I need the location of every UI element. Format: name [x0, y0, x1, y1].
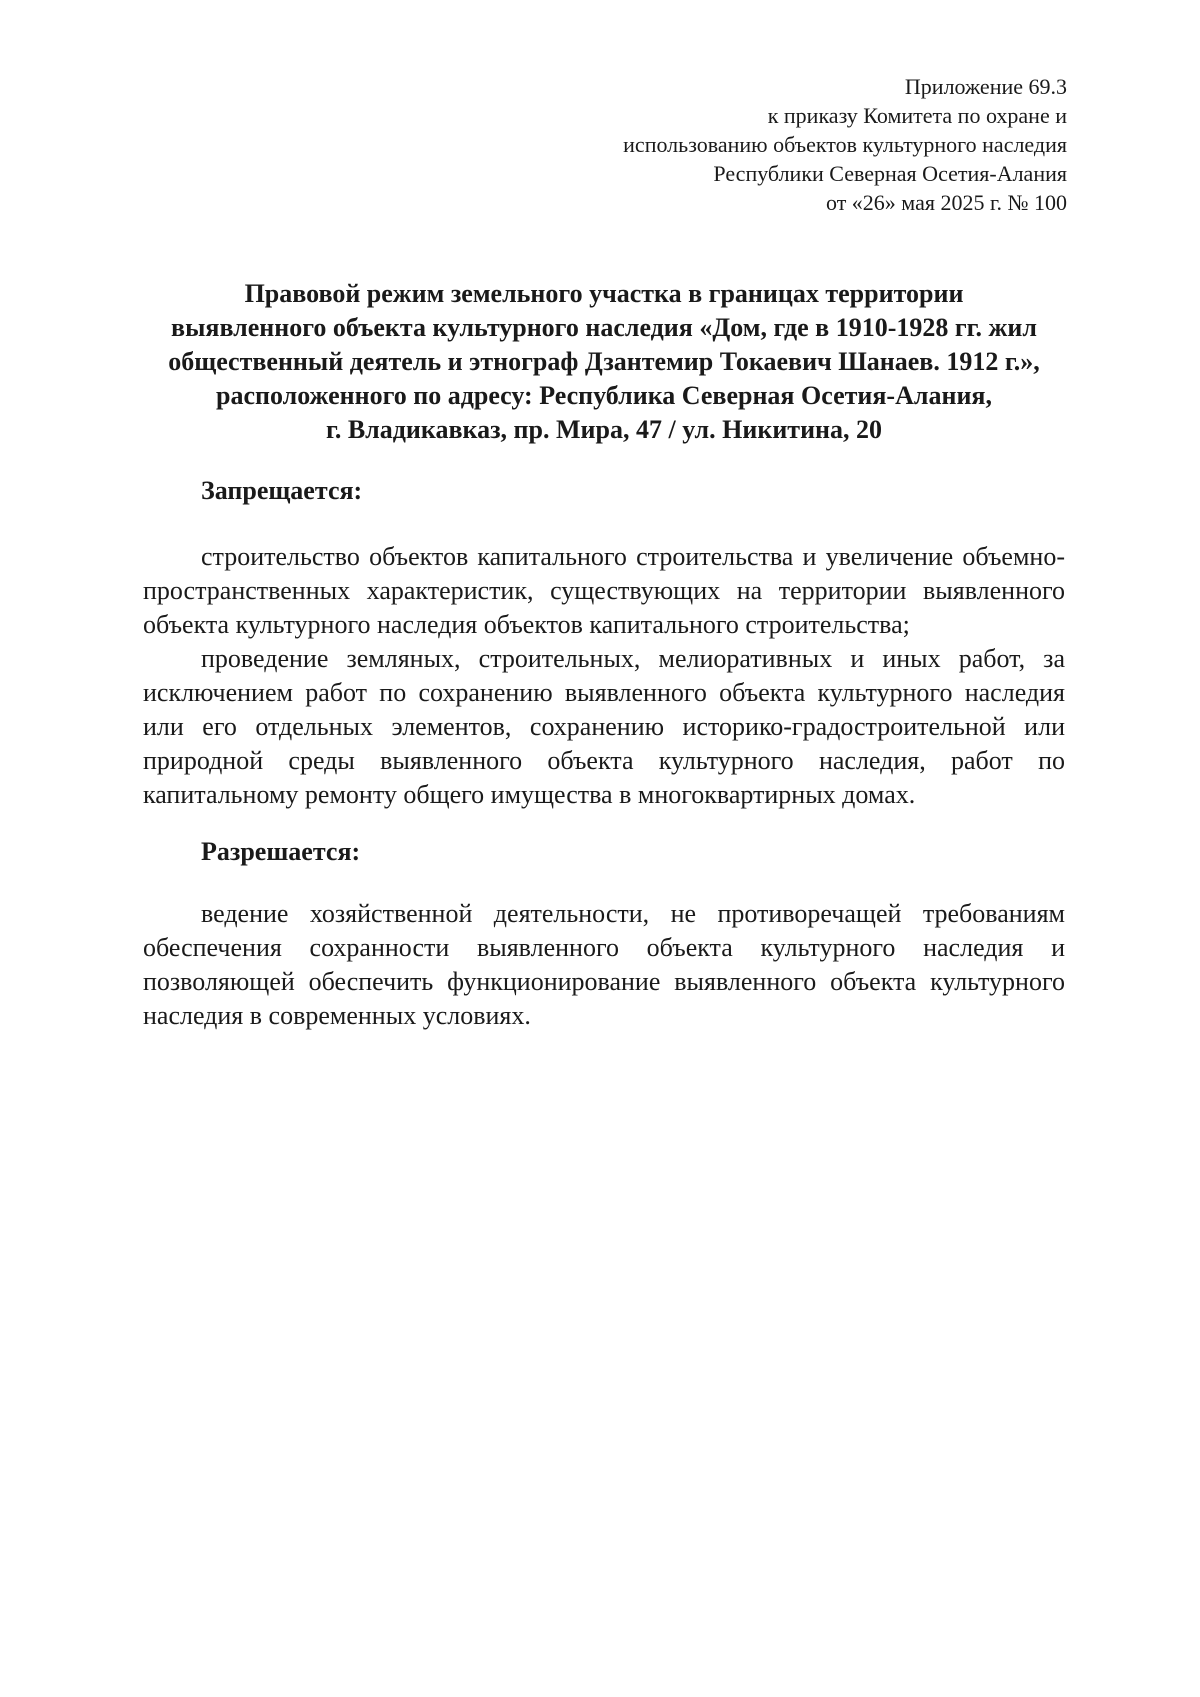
document-title [140, 277, 1068, 447]
title-line: Правовой режим земельного участка в границах территории [244, 279, 964, 308]
prohibited-paragraph: проведение земляных, строительных, мелиоративных и иных работ, за исключением работ по сохранению выявленного объекта культурного наследия или его отдельных элементов, сохранению историко-градостроительной или природной среды выявленного объекта культурного наследия, работ по капитальному ремонту общего имущества в многоквартирных домах. [143, 644, 1065, 809]
appendix-number: Приложение 69.3 [904, 74, 1067, 99]
prohibited-paragraph: строительство объектов капитального строительства и увеличение объемно-пространственных характеристик, существующих на территории выявленного объекта культурного наследия объектов капитального строительства; [143, 542, 1065, 639]
appendix-date-number: от «26» мая 2025 г. № 100 [825, 190, 1067, 215]
appendix-header [623, 72, 1067, 217]
appendix-order-ref: к приказу Комитета по охране и [767, 103, 1067, 128]
title-line: общественный деятель и этнограф Дзантемир Токаевич Шанаев. 1912 г.», [168, 347, 1040, 376]
permitted-section [143, 897, 1065, 1033]
appendix-republic: Республики Северная Осетия-Алания [713, 161, 1067, 186]
title-line: г. Владикавказ, пр. Мира, 47 / ул. Никитина, 20 [325, 415, 883, 444]
title-line: расположенного по адресу: Республика Северная Осетия-Алания, [215, 381, 992, 410]
title-line: выявленного объекта культурного наследия «Дом, где в 1910-1928 гг. жил [171, 313, 1037, 342]
permitted-heading: Разрешается: [201, 837, 361, 866]
prohibited-heading: Запрещается: [201, 476, 363, 505]
appendix-committee: использованию объектов культурного наследия [623, 132, 1067, 157]
prohibited-section [143, 540, 1065, 812]
permitted-paragraph: ведение хозяйственной деятельности, не противоречащей требованиям обеспечения сохранности выявленного объекта культурного наследия и позволяющей обеспечить функционирование выявленного объекта культурного наследия в современных условиях. [143, 899, 1065, 1030]
